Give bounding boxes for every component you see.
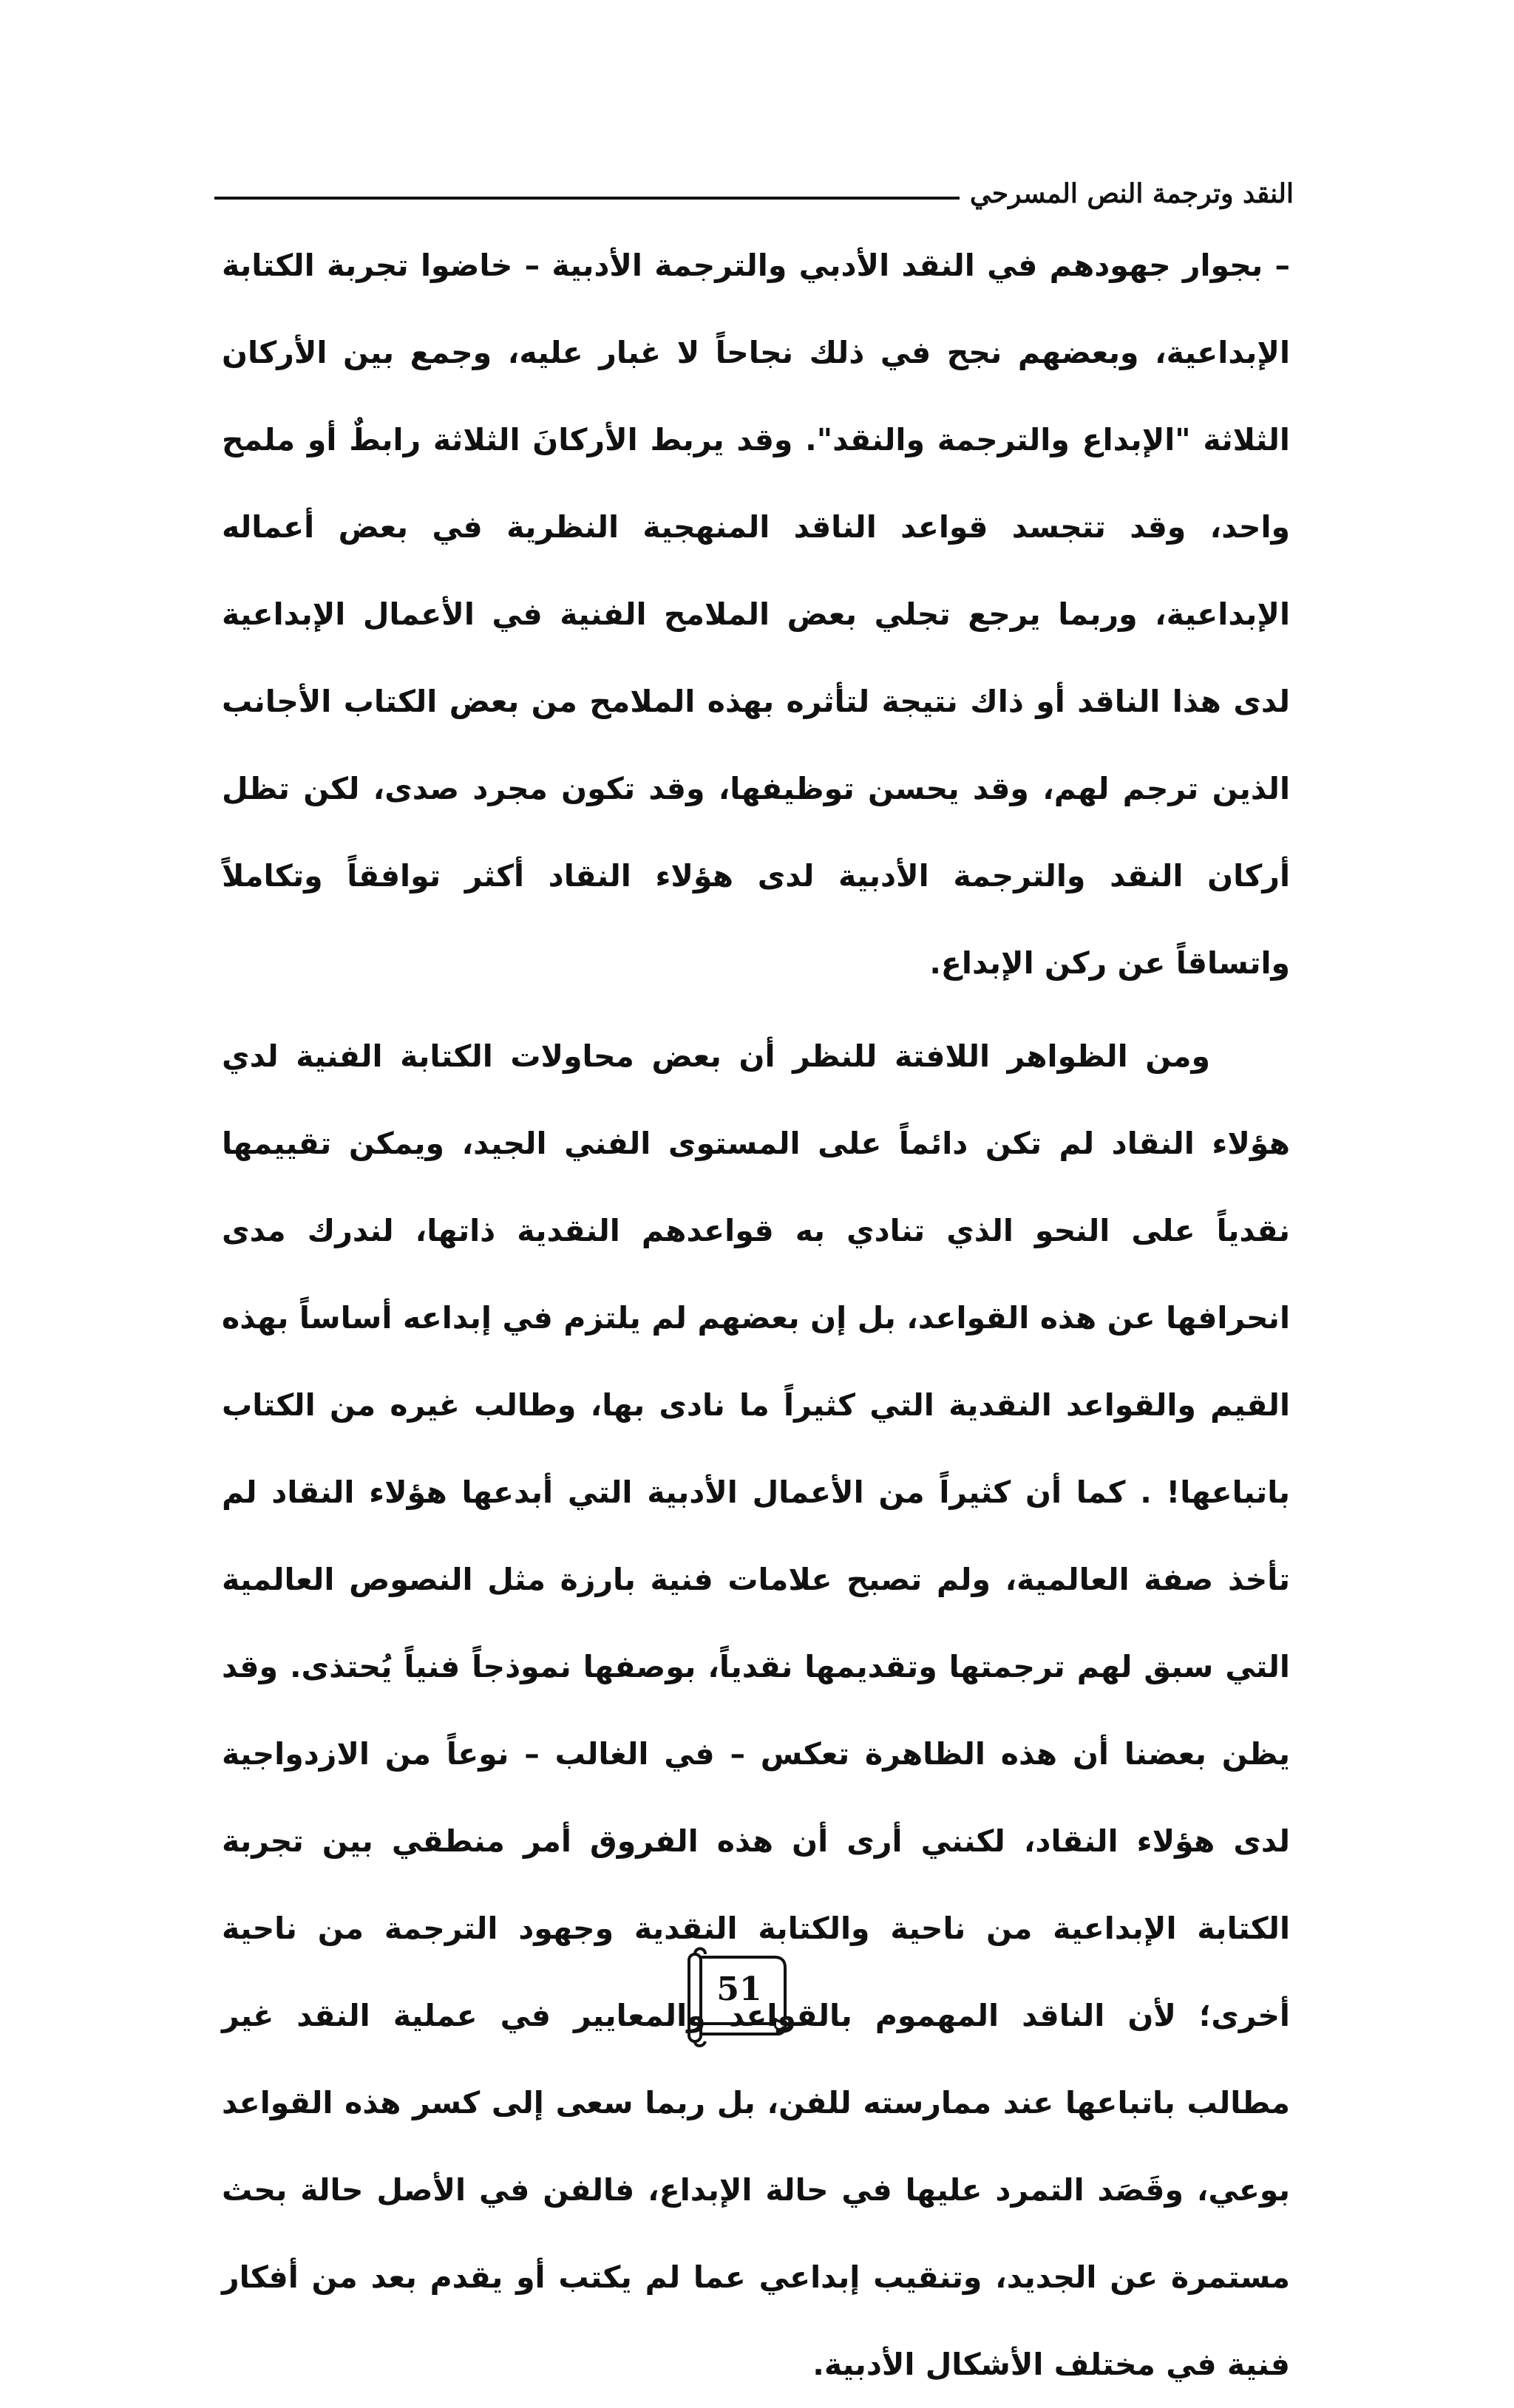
- paragraph-1: – بجوار جهودهم في النقد الأدبي والترجمة الأدبية – خاضوا تجربة الكتابة الإبداعية، وبعضهم نجح في ذلك نجاحاً لا غبار عليه، وجمع بين الأركان الثلاثة "الإبداع والترجمة والنقد". وقد يربط الأركانَ الثلاثة رابطٌ أو ملمح واحد، وقد تتجسد قواعد الناقد المنهجية النظرية في بعض أعماله الإبداعية، وربما يرجع تجلي بعض الملامح الفنية في الأعمال الإبداعية لدى هذا الناقد أو ذاك نتيجة لتأثره بهذه الملامح من بعض الكتاب الأجانب الذين ترجم لهم، وقد يحسن توظيفها، وقد تكون مجرد صدى، لكن تظل أركان النقد والترجمة الأدبية لدى هؤلاء النقاد أكثر توافقاً وتكاملاً واتساقاً عن ركن الإبداع.: [222, 248, 1290, 981]
- paragraph-2: ومن الظواهر اللافتة للنظر أن بعض محاولات الكتابة الفنية لدي هؤلاء النقاد لم تكن دائماً على المستوى الفني الجيد، ويمكن تقييمها نقدياً على النحو الذي تنادي به قواعدهم النقدية ذاتها، لندرك مدى انحرافها عن هذه القواعد، بل إن بعضهم لم يلتزم في إبداعه أساساً بهذه القيم والقواعد النقدية التي كثيراً ما نادى بها، وطالب غيره من الكتاب باتباعها! . كما أن كثيراً من الأعمال الأدبية التي أبدعها هؤلاء النقاد لم تأخذ صفة العالمية، ولم تصبح علامات فنية بارزة مثل النصوص العالمية التي سبق لهم ترجمتها وتقديمها نقدياً، بوصفها نموذجاً فنياً يُحتذى. وقد يظن بعضنا أن هذه الظاهرة تعكس – في الغالب – نوعاً من الازدواجية لدى هؤلاء النقاد، لكنني أرى أن هذه الفروق أمر منطقي بين تجربة الكتابة الإبداعية من ناحية والكتابة النقدية وجهود الترجمة من ناحية أخرى؛ لأن الناقد المهموم بالقواعد والمعايير في عملية النقد غير مطالب باتباعها عند ممارسته للفن، بل ربما سعى إلى كسر هذه القواعد بوعي، وقَصَد التمرد عليها في حالة الإبداع، فالفن في الأصل حالة بحث مستمرة عن الجديد، وتنقيب إبداعي عما لم يكتب أو يقدم بعد من أفكار فنية في مختلف الأشكال الأدبية.: [222, 1038, 1290, 2382]
- body-text: [222, 222, 1290, 2408]
- header-rule: [214, 197, 960, 200]
- page-number-scroll-frame: [683, 1944, 792, 2049]
- running-header: [214, 140, 1294, 207]
- running-title: النقد وترجمة النص المسرحي: [969, 178, 1294, 209]
- page-number: 51: [716, 1970, 762, 2008]
